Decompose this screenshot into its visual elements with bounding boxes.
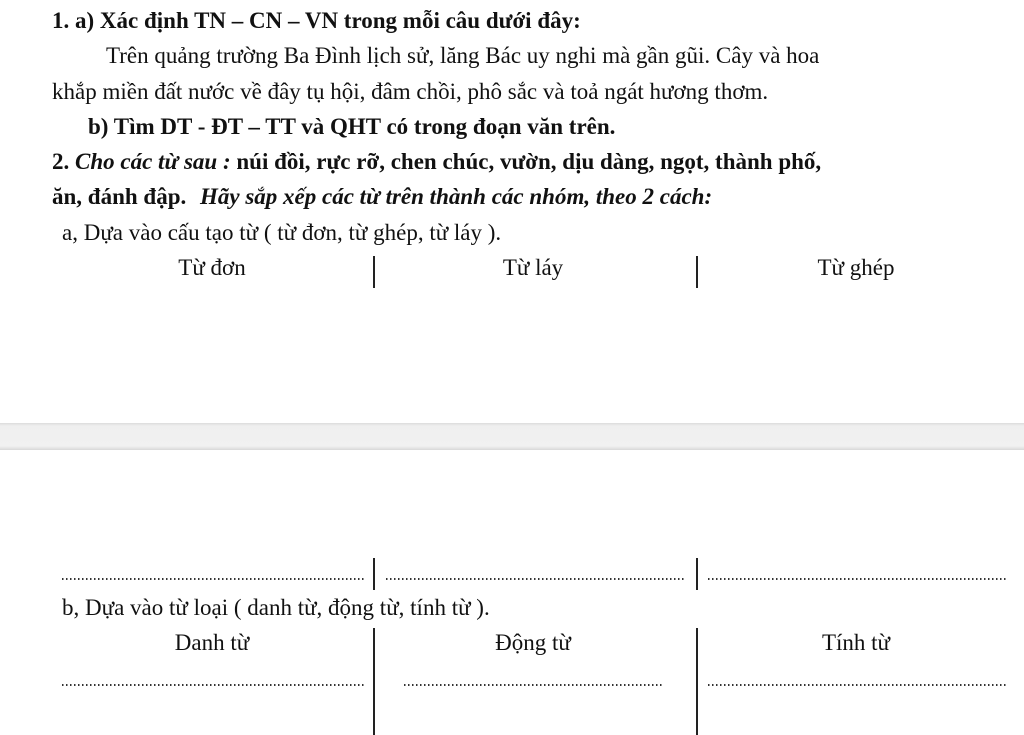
table-a-col-tu-don: Từ đơn (178, 255, 246, 280)
question-2-words-1: núi đồi, rực rỡ, chen chúc, vườn, dịu dàng, ngọt, thành phố, (236, 149, 822, 174)
table-b-divider-2 (696, 628, 698, 735)
table-a-divider-2-cont (696, 558, 698, 590)
table-a-divider-2 (696, 256, 698, 288)
question-2-intro: Cho các từ sau : (75, 149, 231, 174)
table-b-col-tinh-tu: Tính từ (821, 630, 891, 655)
table-a-divider-1-cont (373, 558, 375, 590)
table-a-answer-line-1[interactable] (62, 578, 364, 580)
part-a-label: a, Dựa vào cấu tạo từ ( từ đơn, từ ghép, từ láy ). (62, 220, 502, 245)
page-break (0, 423, 1024, 450)
question-1b-heading: b) Tìm DT - ĐT – TT và QHT có trong đoạn văn trên. (88, 114, 616, 139)
question-2-line-1 (52, 147, 821, 177)
question-1a-heading: 1. a) Xác định TN – CN – VN trong mỗi câu dưới đây: (52, 8, 581, 33)
question-2-line-2 (52, 182, 712, 212)
passage-line-2: khắp miền đất nước về đây tụ hội, đâm chồi, phô sắc và toả ngát hương thơm. (52, 79, 769, 104)
question-2-instruction: Hãy sắp xếp các từ trên thành các nhóm, theo 2 cách: (200, 184, 713, 209)
table-a-answer-line-3[interactable] (708, 578, 1006, 580)
passage-line-1: Trên quảng trường Ba Đình lịch sử, lăng Bác uy nghi mà gần gũi. Cây và hoa (106, 43, 820, 68)
question-2-words-2: ăn, đánh đập. (52, 184, 187, 209)
table-b-answer-line-3[interactable] (708, 684, 1006, 686)
table-b-answer-line-1[interactable] (62, 684, 364, 686)
table-a-col-tu-ghep: Từ ghép (817, 255, 895, 280)
table-b-col-danh-tu: Danh từ (174, 630, 250, 655)
table-a-col-tu-lay: Từ láy (502, 255, 564, 280)
table-b-answer-line-2[interactable] (404, 684, 664, 686)
table-a-divider-1 (373, 256, 375, 288)
table-b-divider-1 (373, 628, 375, 735)
table-b-col-dong-tu: Động từ (495, 630, 571, 655)
part-b-label: b, Dựa vào từ loại ( danh từ, động từ, tính từ ). (62, 595, 490, 620)
question-2-number: 2. (52, 149, 70, 174)
table-a-answer-line-2[interactable] (386, 578, 684, 580)
